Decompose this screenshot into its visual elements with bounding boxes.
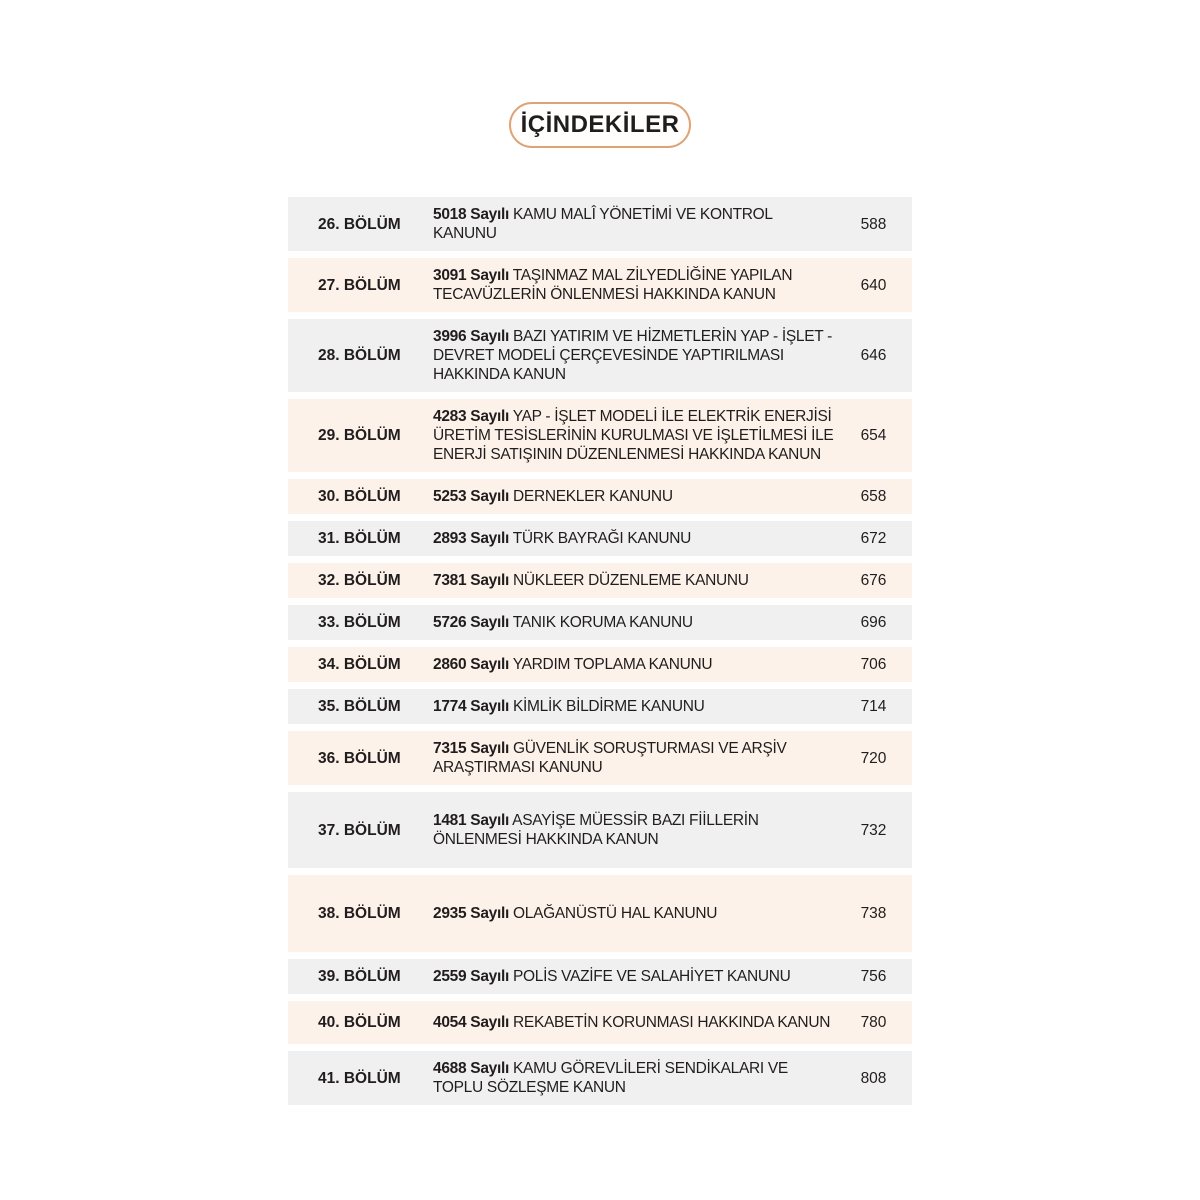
law-number: 5018 Sayılı (433, 206, 509, 223)
law-title (433, 266, 835, 304)
chapter-label: 40. BÖLÜM (318, 1014, 401, 1031)
chapter-label: 32. BÖLÜM (318, 572, 401, 589)
law-number: 1774 Sayılı (433, 698, 509, 715)
page-number: 672 (860, 530, 887, 547)
law-number: 2860 Sayılı (433, 656, 509, 673)
page-number: 780 (860, 1014, 887, 1031)
toc-row (288, 1001, 912, 1044)
law-number: 2935 Sayılı (433, 905, 509, 922)
law-title (433, 967, 835, 986)
chapter-label: 34. BÖLÜM (318, 656, 401, 673)
page-number: 732 (860, 821, 887, 839)
page-number: 696 (860, 614, 887, 631)
law-name: NÜKLEER DÜZENLEME KANUNU (513, 572, 749, 589)
chapter-label: 33. BÖLÜM (318, 614, 401, 631)
law-title (433, 613, 835, 632)
page-number: 714 (860, 698, 887, 715)
law-title (433, 811, 835, 849)
chapter-label: 28. BÖLÜM (318, 347, 401, 364)
page-number: 706 (860, 656, 887, 673)
law-number: 4283 Sayılı (433, 408, 509, 425)
page-number: 588 (860, 215, 887, 233)
law-number: 3091 Sayılı (433, 267, 509, 284)
toc-row (288, 399, 912, 472)
chapter-label: 37. BÖLÜM (318, 821, 401, 839)
page-number: 640 (860, 276, 887, 294)
toc-row (288, 875, 912, 952)
law-number: 2559 Sayılı (433, 968, 509, 985)
chapter-label: 39. BÖLÜM (318, 968, 401, 985)
page-number: 808 (860, 1069, 887, 1087)
law-number: 5253 Sayılı (433, 488, 509, 505)
chapter-label: 30. BÖLÜM (318, 488, 401, 505)
page-title: İÇİNDEKİLER (520, 111, 680, 138)
law-number: 2893 Sayılı (433, 530, 509, 547)
law-title (433, 487, 835, 506)
toc-row (288, 521, 912, 556)
toc-row (288, 197, 912, 251)
page-number: 676 (860, 572, 887, 589)
chapter-label: 31. BÖLÜM (318, 530, 401, 547)
toc-row (288, 258, 912, 312)
chapter-label: 27. BÖLÜM (318, 276, 401, 294)
law-title (433, 571, 835, 590)
law-title (433, 655, 835, 674)
law-name: TÜRK BAYRAĞI KANUNU (512, 530, 692, 547)
law-name: POLİS VAZİFE VE SALAHİYET KANUNU (513, 968, 791, 985)
law-number: 7315 Sayılı (433, 740, 509, 757)
law-name: KİMLİK BİLDİRME KANUNU (513, 698, 705, 715)
law-name: TANIK KORUMA KANUNU (512, 614, 693, 631)
law-title (433, 205, 835, 243)
toc-title-badge (509, 102, 691, 148)
chapter-label: 26. BÖLÜM (318, 215, 401, 233)
toc-row (288, 563, 912, 598)
toc-row (288, 319, 912, 392)
toc-row (288, 1051, 912, 1105)
law-title (433, 739, 835, 777)
law-number: 4688 Sayılı (433, 1060, 509, 1077)
law-title (433, 327, 835, 384)
law-name: YAP - İŞLET MODELİ İLE ELEKTRİK ENERJİSİ ÜRETİM TESİSLERİNİN KURULMASI VE İŞLETİLMESİ İLE ENERJİ SATIŞININ DÜZENLENMESİ HAKKINDA KANUN (433, 408, 834, 463)
law-name: BAZI YATIRIM VE HİZMETLERİN YAP - İŞLET - DEVRET MODELİ ÇERÇEVESİNDE YAPTIRILMASI HAKKINDA KANUN (433, 328, 833, 383)
law-title (433, 407, 835, 464)
law-name: KAMU MALÎ YÖNETİMİ VE KONTROL KANUNU (433, 206, 773, 242)
law-number: 1481 Sayılı (433, 812, 509, 829)
toc-row (288, 731, 912, 785)
law-name: KAMU GÖREVLİLERİ SENDİKALARI VE TOPLU SÖZLEŞME KANUN (433, 1060, 788, 1096)
toc-row (288, 479, 912, 514)
law-name: GÜVENLİK SORUŞTURMASI VE ARŞİV ARAŞTIRMASI KANUNU (433, 740, 787, 776)
toc-row (288, 689, 912, 724)
law-title (433, 529, 835, 548)
law-name: ASAYİŞE MÜESSİR BAZI FİİLLERİN ÖNLENMESİ HAKKINDA KANUN (433, 812, 759, 848)
law-name: YARDIM TOPLAMA KANUNU (512, 656, 713, 673)
toc-row (288, 959, 912, 994)
page-number: 720 (860, 749, 887, 767)
chapter-label: 41. BÖLÜM (318, 1069, 401, 1087)
chapter-label: 35. BÖLÜM (318, 698, 401, 715)
chapter-label: 38. BÖLÜM (318, 905, 401, 922)
law-name: DERNEKLER KANUNU (513, 488, 673, 505)
page-number: 756 (860, 968, 887, 985)
law-name: OLAĞANÜSTÜ HAL KANUNU (513, 905, 718, 922)
law-title (433, 1059, 835, 1097)
law-name: TAŞINMAZ MAL ZİLYEDLİĞİNE YAPILAN TECAVÜZLERİN ÖNLENMESİ HAKKINDA KANUN (433, 267, 793, 303)
law-title (433, 697, 835, 716)
law-number: 4054 Sayılı (433, 1014, 509, 1031)
toc-table (288, 197, 912, 1112)
toc-row (288, 792, 912, 868)
toc-row (288, 605, 912, 640)
toc-row (288, 647, 912, 682)
page-number: 658 (860, 488, 887, 505)
law-number: 7381 Sayılı (433, 572, 509, 589)
law-number: 5726 Sayılı (433, 614, 509, 631)
chapter-label: 36. BÖLÜM (318, 749, 401, 767)
law-number: 3996 Sayılı (433, 328, 509, 345)
law-title (433, 1013, 835, 1032)
page-number: 738 (860, 905, 887, 922)
chapter-label: 29. BÖLÜM (318, 427, 401, 444)
page-number: 646 (860, 347, 887, 364)
page-number: 654 (860, 427, 887, 444)
law-name: REKABETİN KORUNMASI HAKKINDA KANUN (513, 1014, 831, 1031)
law-title (433, 904, 835, 923)
